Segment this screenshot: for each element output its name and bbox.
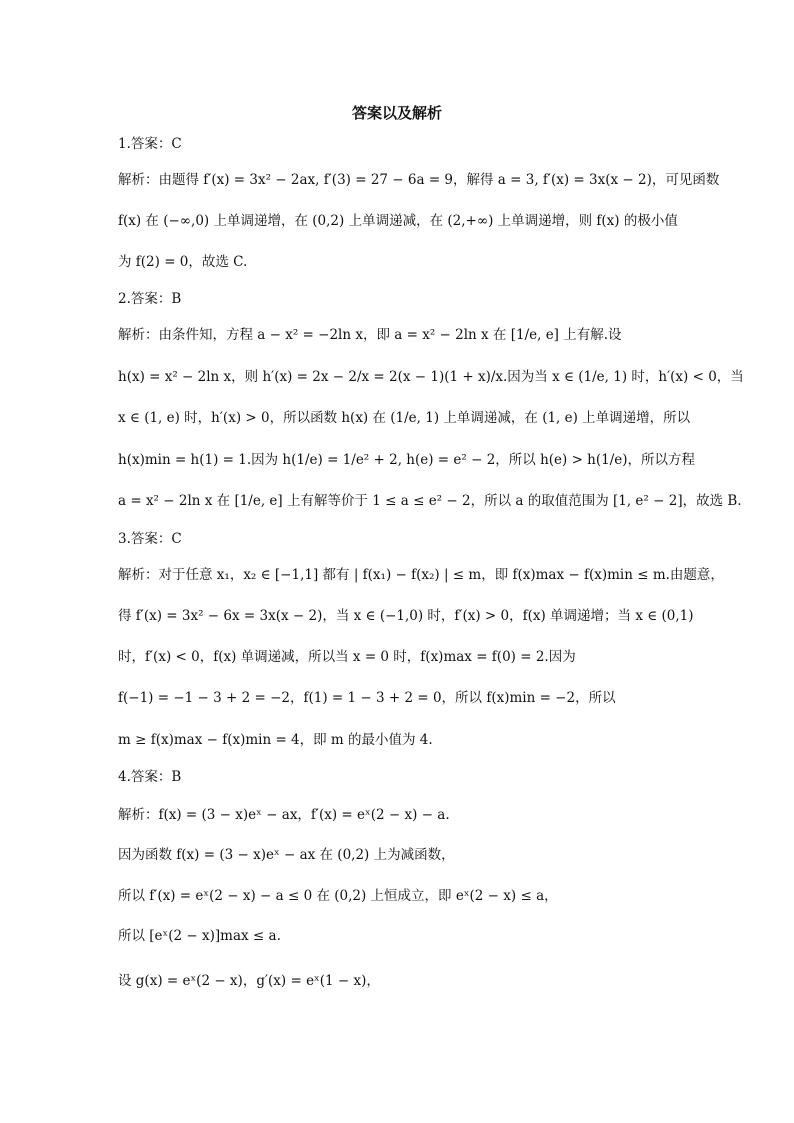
page-title: 答案以及解析: [351, 104, 442, 122]
answer-2-line-5: a = x² − 2ln x 在 [1/e, e] 上有解等价于 1 ≤ a ≤ e² − 2，所以 a 的取值范围为 [1, e² − 2]，故选 B.: [118, 493, 742, 509]
answer-3-line-4: f(−1) = −1 − 3 + 2 = −2，f(1) = 1 − 3 + 2 = 0，所以 f(x)min = −2，所以: [118, 690, 616, 706]
answer-2-line-1: 解析：由条件知，方程 a − x² = −2ln x，即 a = x² − 2ln x 在 [1/e, e] 上有解.设: [118, 327, 622, 343]
answer-3-line-3: 时，f′(x) < 0，f(x) 单调递减，所以当 x = 0 时，f(x)max = f(0) = 2.因为: [118, 649, 576, 665]
answer-3-heading: 3.答案：C: [118, 531, 182, 547]
answer-4-line-4: 所以 [eˣ(2 − x)]max ≤ a.: [118, 928, 281, 944]
answer-4-heading: 4.答案：B: [118, 769, 182, 785]
answer-4-line-3: 所以 f′(x) = eˣ(2 − x) − a ≤ 0 在 (0,2) 上恒成立，即 eˣ(2 − x) ≤ a，: [118, 888, 558, 904]
answer-3-line-2: 得 f′(x) = 3x² − 6x = 3x(x − 2)，当 x ∈ (−1,0) 时，f′(x) > 0，f(x) 单调递增；当 x ∈ (0,1): [118, 608, 694, 624]
answer-1-line-3: 为 f(2) = 0，故选 C.: [118, 254, 248, 270]
answer-2-line-2: h(x) = x² − 2ln x，则 h′(x) = 2x − 2/x = 2(x − 1)(1 + x)/x.因为当 x ∈ (1/e, 1) 时，h′(x) < 0，当: [118, 369, 744, 385]
answer-2-line-3: x ∈ (1, e) 时，h′(x) > 0，所以函数 h(x) 在 (1/e, 1) 上单调递减，在 (1, e) 上单调递增，所以: [118, 410, 691, 426]
answer-2-heading: 2.答案：B: [118, 291, 182, 307]
answer-4-line-5: 设 g(x) = eˣ(2 − x)，g′(x) = eˣ(1 − x)，: [118, 973, 380, 989]
answer-1-line-1: 解析：由题得 f′(x) = 3x² − 2ax, f′(3) = 27 − 6a = 9，解得 a = 3, f′(x) = 3x(x − 2)，可见函数: [118, 172, 720, 188]
answer-3-line-5: m ≥ f(x)max − f(x)min = 4，即 m 的最小值为 4.: [118, 732, 433, 748]
answer-4-line-1: 解析：f(x) = (3 − x)eˣ − ax，f′(x) = eˣ(2 − x) − a.: [118, 807, 450, 823]
answer-2-line-4: h(x)min = h(1) = 1.因为 h(1/e) = 1/e² + 2, h(e) = e² − 2，所以 h(e) > h(1/e)，所以方程: [118, 452, 696, 468]
answer-3-line-1: 解析：对于任意 x₁，x₂ ∈ [−1,1] 都有 | f(x₁) − f(x₂) | ≤ m，即 f(x)max − f(x)min ≤ m.由题意，: [118, 567, 724, 583]
answer-1-line-2: f(x) 在 (−∞,0) 上单调递增，在 (0,2) 上单调递减，在 (2,+∞) 上单调递增，则 f(x) 的极小值: [118, 213, 678, 229]
answer-1-heading: 1.答案：C: [118, 136, 182, 152]
answer-4-line-2: 因为函数 f(x) = (3 − x)eˣ − ax 在 (0,2) 上为减函数，: [118, 847, 455, 863]
